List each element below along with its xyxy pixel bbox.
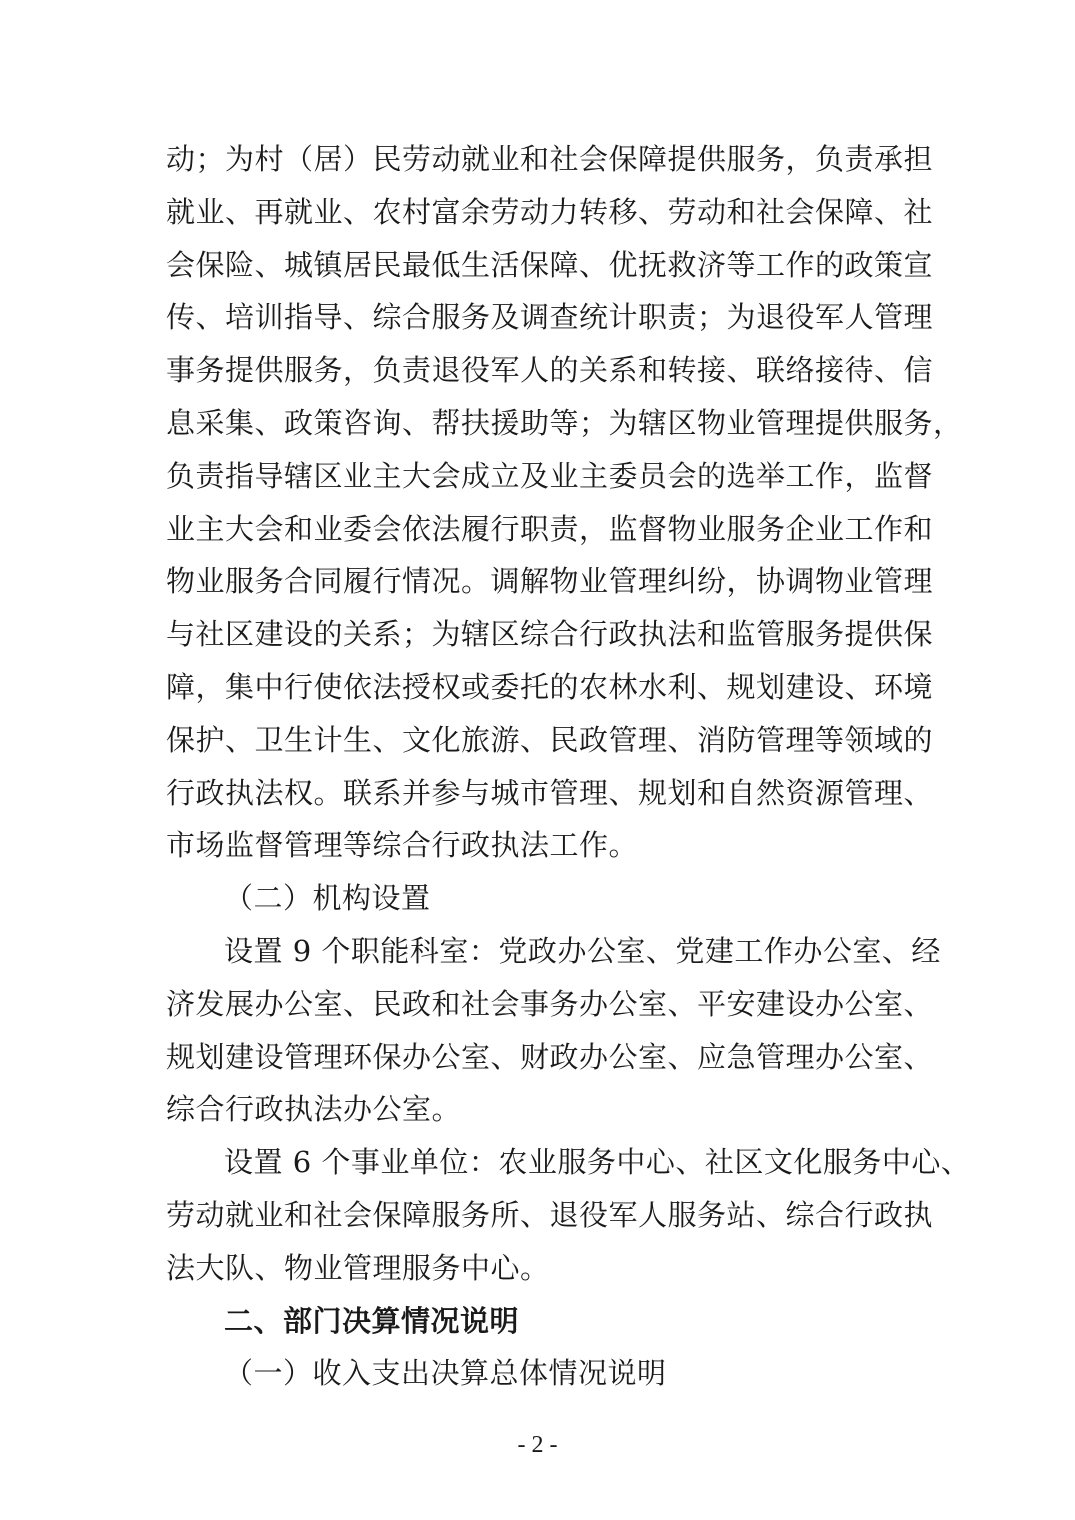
body-line-10: 与社区建设的关系；为辖区综合行政执法和监管服务提供保 [166,617,934,652]
section-heading-institutions: （二）机构设置 [224,881,431,916]
body-line-3: 会保险、城镇居民最低生活保障、优抚救济等工作的政策宣 [166,247,934,282]
body-line-5: 事务提供服务，负责退役军人的关系和转接、联络接待、信 [166,353,934,388]
body-line-21: 劳动就业和社会保障服务所、退役军人服务站、综合行政执 [166,1197,934,1232]
section-heading-final-accounts: 二、部门决算情况说明 [224,1303,520,1338]
body-line-12: 保护、卫生计生、文化旅游、民政管理、消防管理等领域的 [166,722,934,757]
body-line-1: 动；为村（居）民劳动就业和社会保障提供服务，负责承担 [166,142,934,176]
body-line-18: 规划建设管理环保办公室、财政办公室、应急管理办公室、 [166,1039,934,1074]
body-line-13: 行政执法权。联系并参与城市管理、规划和自然资源管理、 [166,775,934,810]
body-line-6: 息采集、政策咨询、帮扶援助等；为辖区物业管理提供服务， [166,405,963,440]
body-line-9: 物业服务合同履行情况。调解物业管理纠纷，协调物业管理 [166,564,934,599]
subsection-heading-income-expenditure: （一）收入支出决算总体情况说明 [224,1356,667,1391]
body-line-7: 负责指导辖区业主大会成立及业主委员会的选举工作，监督 [166,458,934,493]
body-line-11: 障，集中行使依法授权或委托的农林水利、规划建设、环境 [166,669,934,704]
body-line-16: 设置 9 个职能科室：党政办公室、党建工作办公室、经 [224,933,941,968]
body-line-4: 传、培训指导、综合服务及调查统计职责；为退役军人管理 [166,300,934,335]
body-line-22: 法大队、物业管理服务中心。 [166,1250,550,1285]
document-body [166,133,971,1400]
body-line-8: 业主大会和业委会依法履行职责，监督物业服务企业工作和 [166,511,934,546]
body-line-17: 济发展办公室、民政和社会事务办公室、平安建设办公室、 [166,986,934,1021]
body-line-14: 市场监督管理等综合行政执法工作。 [166,828,639,863]
page-number: - 2 - [517,1432,558,1458]
body-line-19: 综合行政执法办公室。 [166,1092,462,1127]
body-line-20: 设置 6 个事业单位：农业服务中心、社区文化服务中心、 [224,1145,971,1180]
body-line-2: 就业、再就业、农村富余劳动力转移、劳动和社会保障、社 [166,194,934,229]
